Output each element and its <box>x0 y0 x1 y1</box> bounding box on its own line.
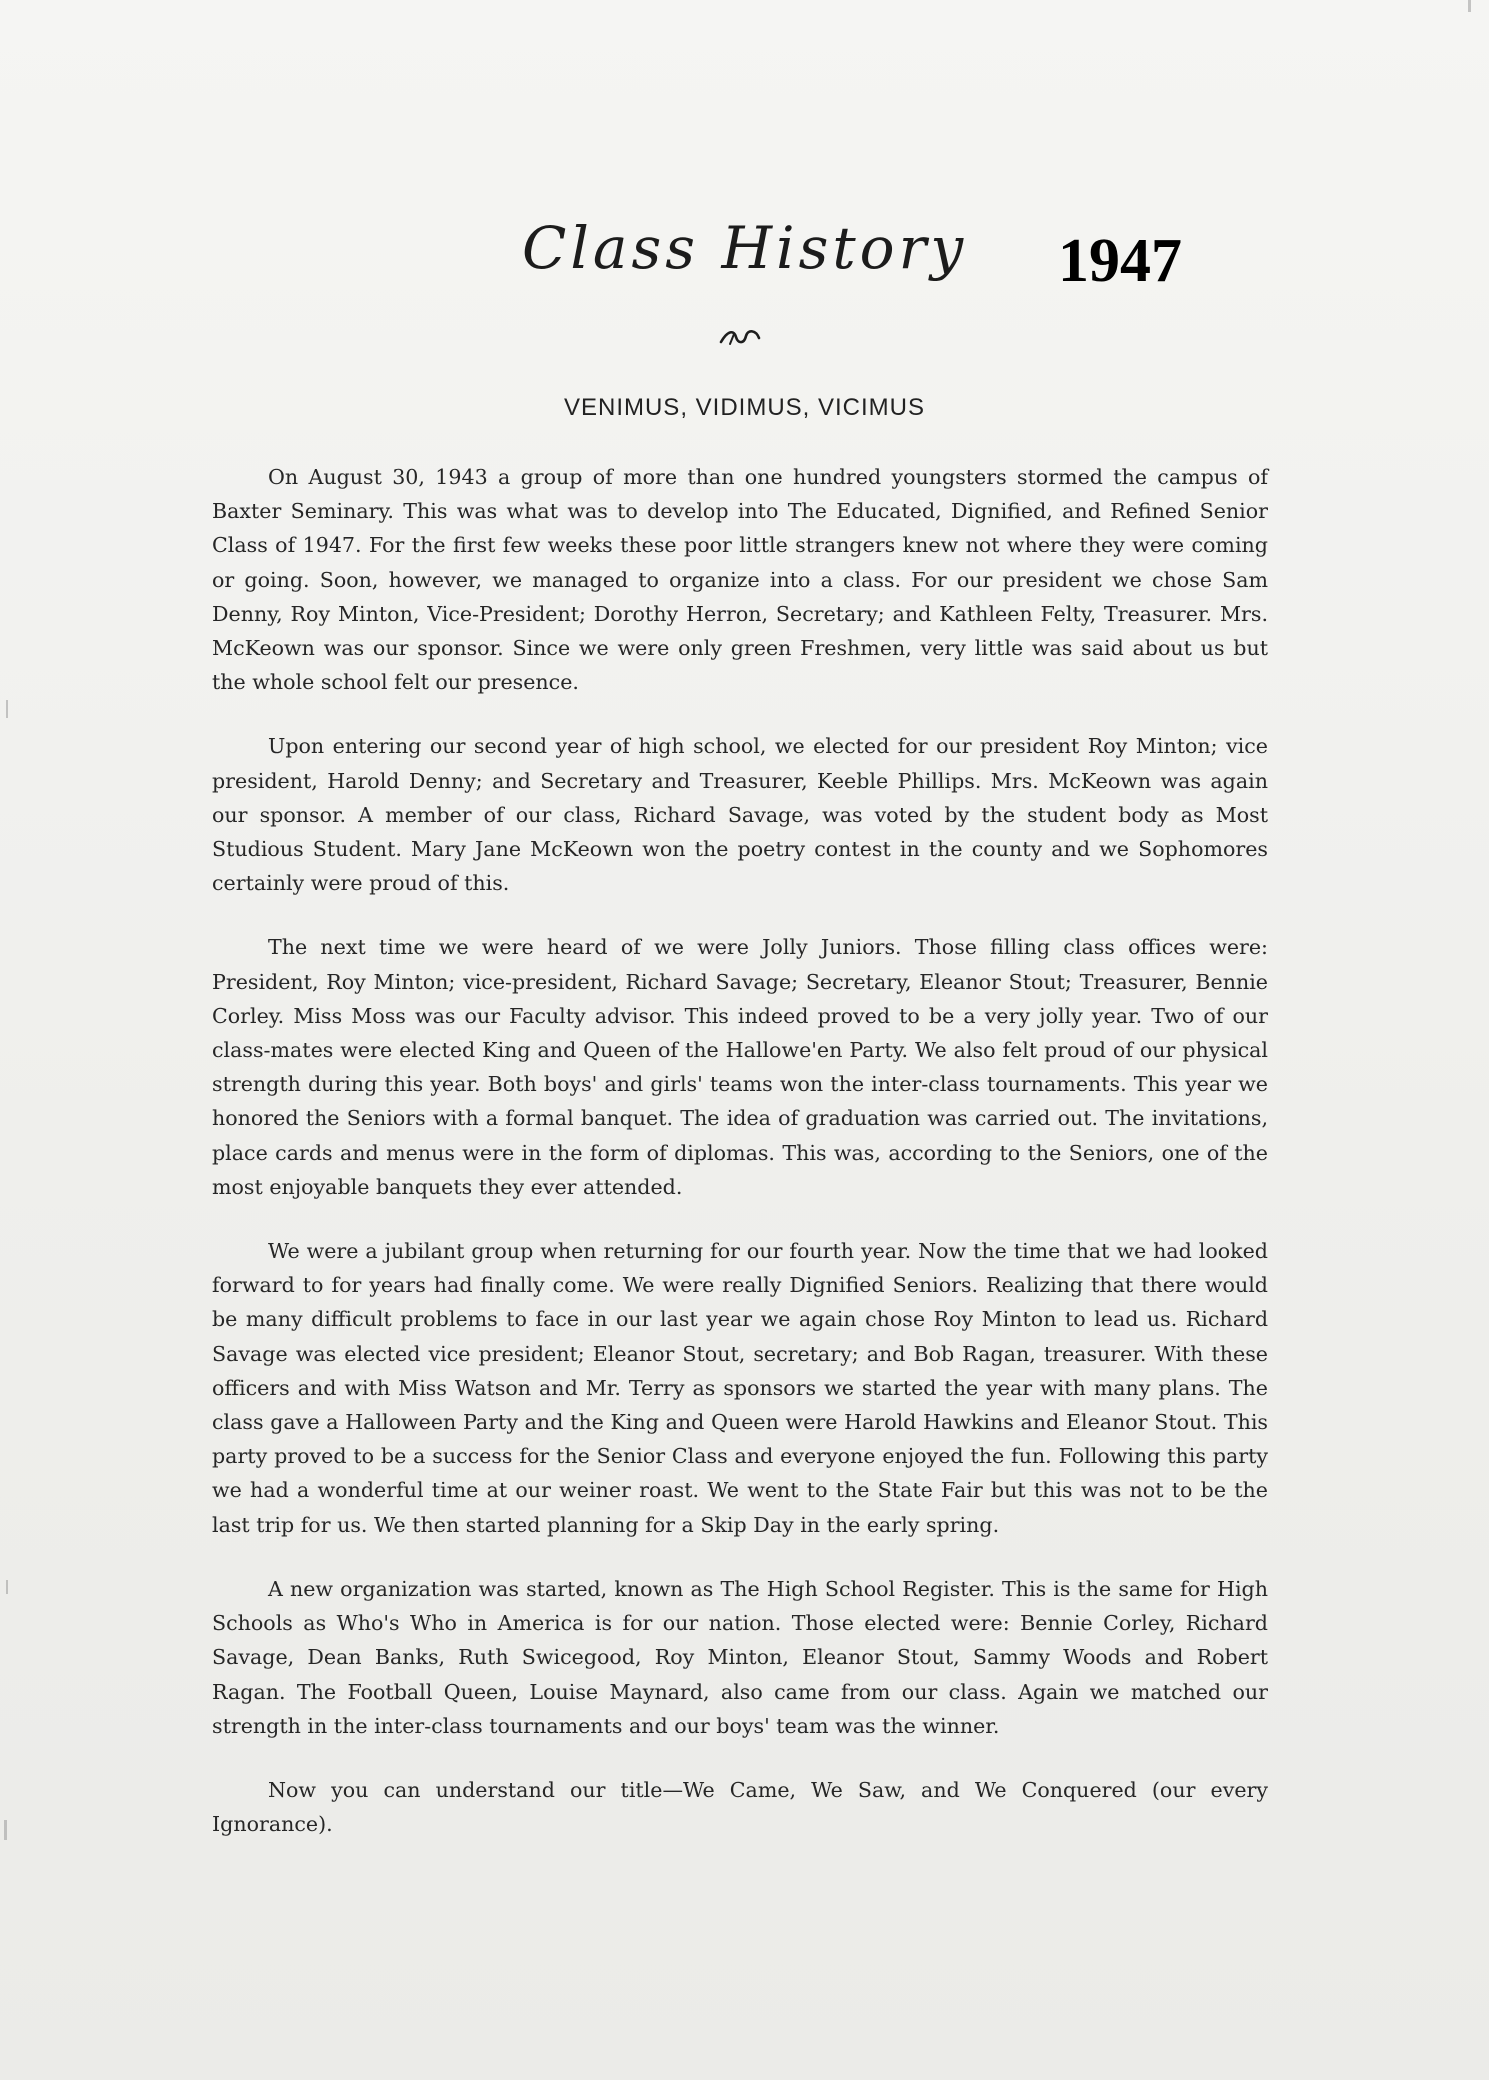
motto: VENIMUS, VIDIMUS, VICIMUS <box>563 394 926 421</box>
paragraph-senior: We were a jubilant group when returning for our fourth year. Now the time that we had looked forward to for years had finally come. We were really Dignified Seniors. Realizing that there would be many difficult problems to face in our last year we again chose Roy Minton to lead us. Richard Savage was elected vice president; Eleanor Stout, secretary; and Bob Ragan, treasurer. With these officers and with Miss Watson and Mr. Terry as sponsors we started the year with many plans. The class gave a Halloween Party and the King and Queen were Harold Hawkins and Eleanor Stout. This party proved to be a success for the Senior Class and everyone enjoyed the fun. Following this party we had a wonderful time at our weiner roast. We went to the State Fair but this was not to be the last trip for us. We then started planning for a Skip Day in the early spring. <box>212 1239 1268 1537</box>
page-title: Class History <box>522 214 968 282</box>
page-edge-mark <box>1468 0 1471 12</box>
year-label: 1947 <box>1058 227 1182 295</box>
paragraph-sophomore: Upon entering our second year of high school, we elected for our president Roy Minton; vice president, Harold Denny; and Secretary and Treasurer, Keeble Phillips. Mrs. McKeown was again our sponsor. A member of our class, Richard Savage, was voted by the student body as Most Studious Student. Mary Jane McKeown won the poetry contest in the county and we Sophomores certainly were proud of this. <box>212 734 1268 896</box>
paragraph-register: A new organization was started, known as The High School Register. This is the same for High Schools as Who's Who in America is for our nation. Those elected were: Bennie Corley, Richard Savage, Dean Banks, Ruth Swicegood, Roy Minton, Eleanor Stout, Sammy Woods and Robert Ragan. The Football Queen, Louise Maynard, also came from our class. Again we matched our strength in the inter-class tournaments and our boys' team was the winner. <box>212 1576 1268 1738</box>
paragraph-conclusion: Now you can understand our title—We Came, We Saw, and We Conquered (our every Ignorance). <box>212 1777 1268 1837</box>
paragraph-junior: The next time we were heard of we were Jolly Juniors. Those filling class offices were: President, Roy Minton; vice-president, Richard Savage; Secretary, Eleanor Stout; Treasurer, Bennie Corley. Miss Moss was our Faculty advisor. This indeed proved to be a very jolly year. Two of our class-mates were elected King and Queen of the Hallowe'en Party. We also felt proud of our physical strength during this year. Both boys' and girls' teams won the inter-class tournaments. This year we honored the Seniors with a formal banquet. The idea of graduation was carried out. The invitations, place cards and menus were in the form of diplomas. This was, according to the Seniors, one of the most enjoyable banquets they ever attended. <box>212 935 1268 1199</box>
page-edge-mark <box>6 1580 8 1594</box>
paragraph-freshman: On August 30, 1943 a group of more than one hundred youngsters stormed the campus of Baxter Seminary. This was what was to develop into The Educated, Dignified, and Refined Senior Class of 1947. For the first few weeks these poor little strangers knew not where they were coming or going. Soon, however, we managed to organize into a class. For our president we chose Sam Denny, Roy Minton, Vice-President; Dorothy Herron, Secretary; and Kathleen Felty, Treasurer. Mrs. McKeown was our sponsor. Since we were only green Freshmen, very little was said about us but the whole school felt our presence. <box>212 465 1268 695</box>
flourish-ornament-icon <box>718 326 762 348</box>
page-edge-mark <box>4 1820 7 1840</box>
page-edge-mark <box>6 700 8 718</box>
history-body <box>212 460 1268 1871</box>
title-row <box>0 208 1489 308</box>
